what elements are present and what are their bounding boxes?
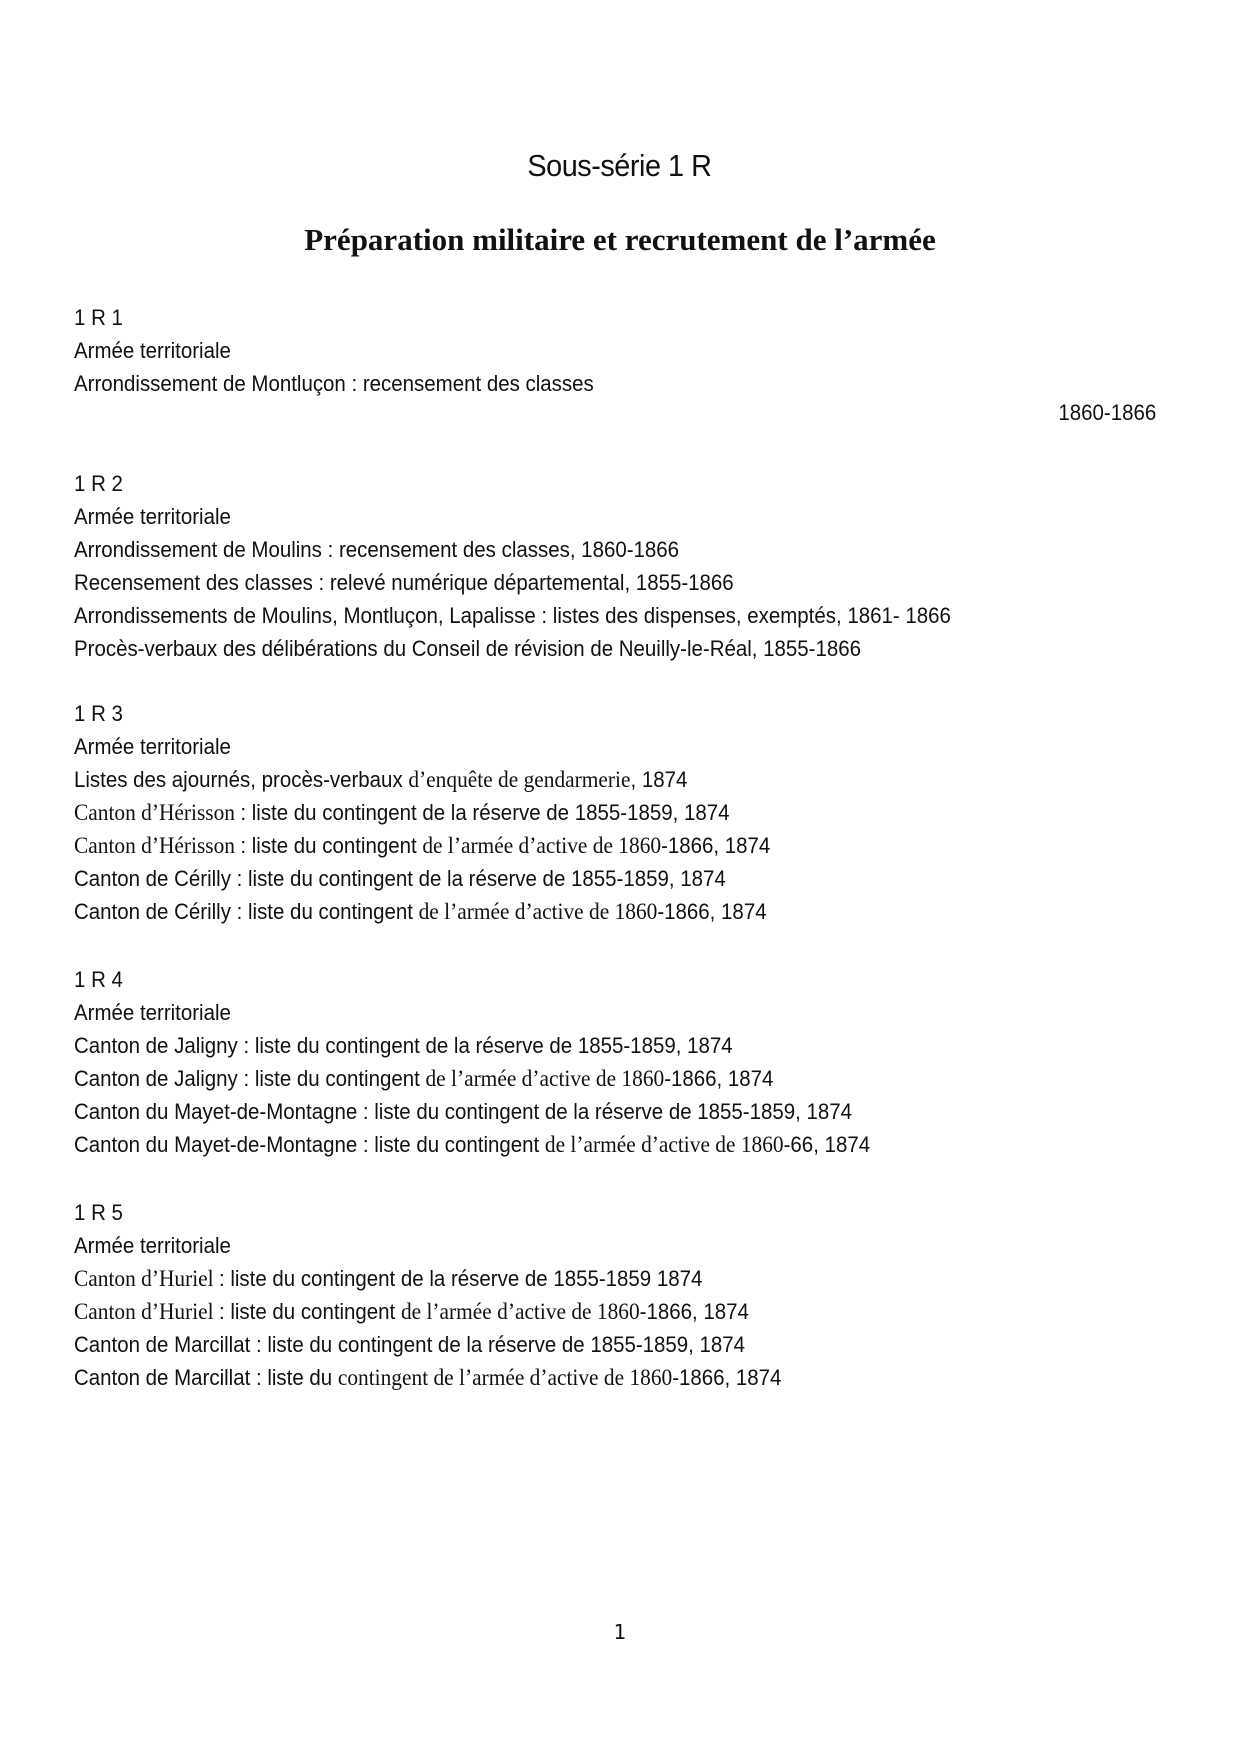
entry-subtitle: Armée territoriale <box>74 734 231 759</box>
text-segment: Canton du Mayet-de-Montagne : liste du contingent <box>74 1132 545 1157</box>
entry-description-line <box>74 533 1097 566</box>
entry-description-line <box>74 599 1097 632</box>
entry-description-line <box>74 829 1097 862</box>
entry-description-line <box>74 1128 1097 1161</box>
entry-description-line <box>74 367 1097 400</box>
entry-code: 1 R 2 <box>74 471 123 496</box>
entry-subtitle: Armée territoriale <box>74 504 231 529</box>
text-segment: : liste du contingent de la réserve de 1855-1859 1874 <box>218 1266 703 1291</box>
archive-entry <box>74 1196 1174 1394</box>
text-segment: Canton d’Huriel <box>74 1266 219 1291</box>
text-segment: -1866, 1874 <box>657 899 767 924</box>
text-segment: Arrondissement de Montluçon : recensement des classes <box>74 371 594 396</box>
entry-description-line <box>74 632 1097 665</box>
entry-description-line <box>74 1095 1097 1128</box>
text-segment: Procès-verbaux des délibérations du Conseil de révision de Neuilly-le-Réal, 1855-1866 <box>74 636 862 661</box>
text-segment: Canton de Marcillat : liste du contingent de la réserve de 1855-1859, 1874 <box>74 1332 746 1357</box>
text-segment: Canton d’Huriel <box>74 1299 219 1324</box>
entry-description-line <box>74 566 1097 599</box>
text-segment: : liste du contingent <box>240 833 423 858</box>
text-segment: contingent de l’armée d’active de 1860 <box>337 1365 673 1390</box>
text-segment: de l’armée d’active de 1860 <box>422 833 662 858</box>
text-segment: : liste du contingent de la réserve de 1855-1859, 1874 <box>240 800 730 825</box>
entry-code: 1 R 4 <box>74 967 123 992</box>
entry-code: 1 R 3 <box>74 701 123 726</box>
text-segment: -1866, 1874 <box>672 1365 782 1390</box>
entry-subtitle: Armée territoriale <box>74 1233 231 1258</box>
page-title: Préparation militaire et recrutement de l’armée <box>304 222 936 257</box>
entry-description-line <box>74 1361 1097 1394</box>
entry-code: 1 R 1 <box>74 305 123 330</box>
text-segment: -1866, 1874 <box>639 1299 749 1324</box>
entry-subtitle: Armée territoriale <box>74 338 231 363</box>
archive-entry <box>74 697 1174 928</box>
entry-description-line <box>74 1029 1097 1062</box>
entry-description-line <box>74 1295 1097 1328</box>
text-segment: Listes des ajournés, procès-verbaux <box>74 767 409 792</box>
text-segment: -66, 1874 <box>783 1132 871 1157</box>
entry-date: 1860-1866 <box>1058 400 1156 425</box>
text-segment: : liste du contingent <box>218 1299 401 1324</box>
entry-description-line <box>74 895 1097 928</box>
series-title: Sous-série 1 R <box>527 148 712 183</box>
entry-description-line <box>74 862 1097 895</box>
text-segment: de l’armée d’active de 1860 <box>544 1132 784 1157</box>
text-segment: Canton du Mayet-de-Montagne : liste du contingent de la réserve de 1855-1859, 1874 <box>74 1099 853 1124</box>
text-segment: de l’armée d’active de 1860 <box>400 1299 640 1324</box>
text-segment: Canton d’Hérisson <box>74 833 241 858</box>
text-segment: Arrondissement de Moulins : recensement des classes, 1860-1866 <box>74 537 680 562</box>
archive-entry <box>74 963 1174 1161</box>
entry-description-line <box>74 1262 1097 1295</box>
text-segment: de l’armée d’active de 1860 <box>425 1066 665 1091</box>
text-segment: Arrondissements de Moulins, Montluçon, Lapalisse : listes des dispenses, exemptés, 1861- 1866 <box>74 603 951 628</box>
archive-entry <box>74 301 1174 400</box>
entry-description-line <box>74 1328 1097 1361</box>
text-segment: Canton de Cérilly : liste du contingent <box>74 899 419 924</box>
text-segment: Canton de Jaligny : liste du contingent de la réserve de 1855-1859, 1874 <box>74 1033 733 1058</box>
page-number: 1 <box>613 1620 627 1644</box>
text-segment: de l’armée d’active de 1860 <box>418 899 658 924</box>
text-segment: d’enquête de gendarmerie <box>408 767 631 792</box>
entry-description-line <box>74 1062 1097 1095</box>
entry-description-line <box>74 763 1097 796</box>
text-segment: Recensement des classes : relevé numérique départemental, 1855-1866 <box>74 570 734 595</box>
archive-entry <box>74 467 1174 665</box>
text-segment: , 1874 <box>630 767 688 792</box>
entry-subtitle: Armée territoriale <box>74 1000 231 1025</box>
text-segment: Canton de Marcillat : liste du <box>74 1365 338 1390</box>
text-segment: -1866, 1874 <box>661 833 771 858</box>
entry-description-line <box>74 796 1097 829</box>
text-segment: -1866, 1874 <box>664 1066 774 1091</box>
entry-code: 1 R 5 <box>74 1200 123 1225</box>
text-segment: Canton de Cérilly : liste du contingent de la réserve de 1855-1859, 1874 <box>74 866 726 891</box>
text-segment: Canton d’Hérisson <box>74 800 241 825</box>
text-segment: Canton de Jaligny : liste du contingent <box>74 1066 426 1091</box>
